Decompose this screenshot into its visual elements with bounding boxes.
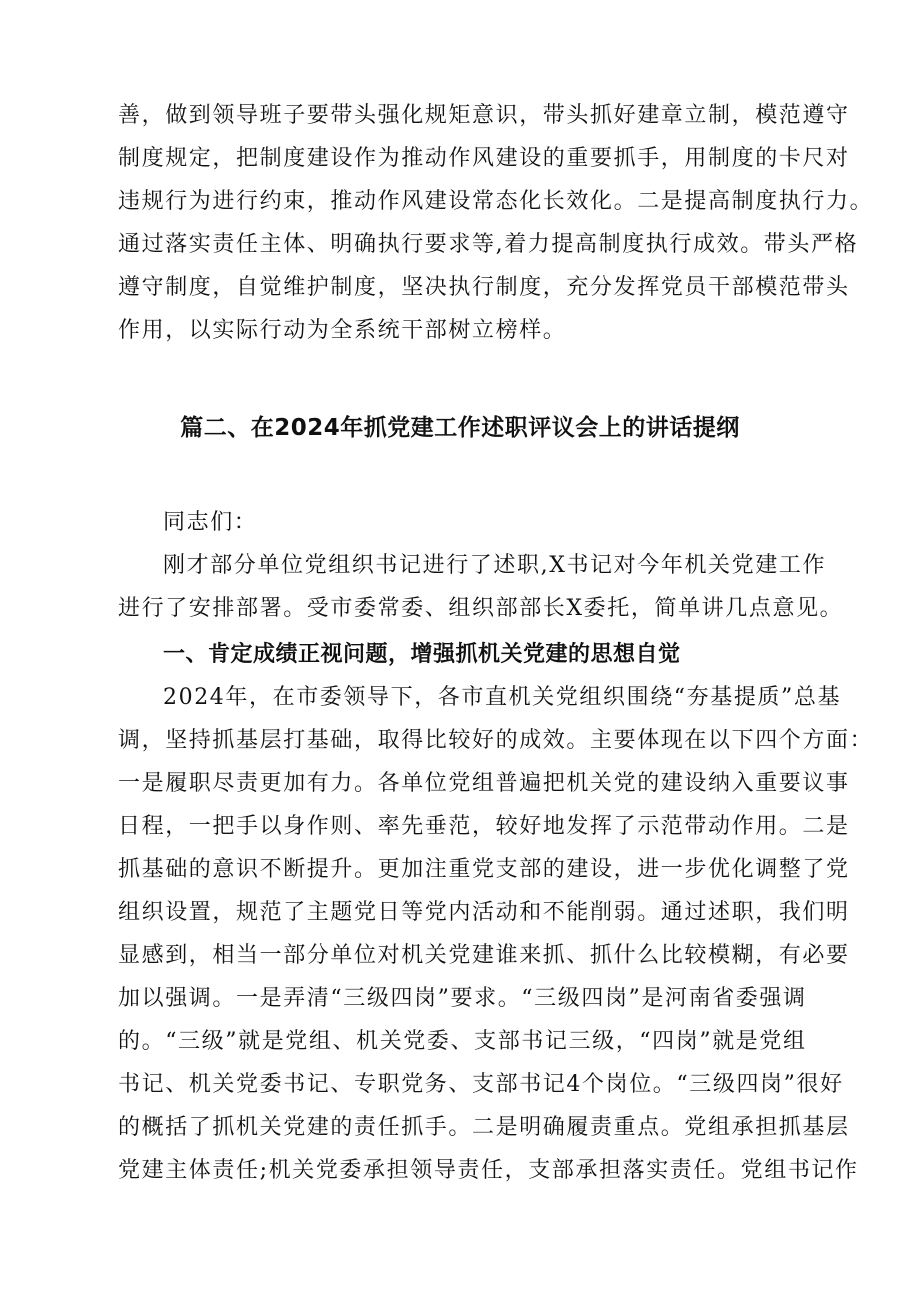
paragraph-line: 通过落实责任主体、明确执行要求等,着力提高制度执行成效。带头严格 [118,232,859,257]
salutation: 同志们： [163,510,258,535]
body-line: 抓基础的意识不断提升。更加注重党支部的建设，进一步优化调整了党 [118,857,850,882]
paragraph-line: 制度规定，把制度建设作为推动作风建设的重要抓手，用制度的卡尺对 [118,146,850,171]
heading-1: 一、肯定成绩正视问题，增强抓机关党建的思想自觉 [163,642,681,667]
section-title: 篇二、在2024年抓党建工作述职评议会上的讲话提纲 [180,415,740,441]
paragraph-line: 违规行为进行约束，推动作风建设常态化长效化。二是提高制度执行力。 [118,189,874,214]
body-line: 显感到，相当一部分单位对机关党建谁来抓、抓什么比较模糊，有必要 [118,943,850,968]
intro-line: 刚才部分单位党组织书记进行了述职,X书记对今年机关党建工作 [163,553,827,578]
body-line: 的概括了抓机关党建的责任抓手。二是明确履责重点。党组承担抓基层 [118,1115,850,1140]
body-line: 加以强调。一是弄清“三级四岗”要求。“三级四岗”是河南省委强调 [118,986,807,1011]
paragraph-line: 善，做到领导班子要带头强化规矩意识，带头抓好建章立制，模范遵守 [118,103,850,128]
body-line: 的。“三级”就是党组、机关党委、支部书记三级，“四岗”就是党组 [118,1029,807,1054]
body-line: 一是履职尽责更加有力。各单位党组普遍把机关党的建设纳入重要议事 [118,771,850,796]
paragraph-line: 作用，以实际行动为全系统干部树立榜样。 [118,318,567,343]
body-line: 日程，一把手以身作则、率先垂范，较好地发挥了示范带动作用。二是 [118,814,850,839]
body-line: 2024年，在市委领导下，各市直机关党组织围绕“夯基提质”总基 [163,685,842,710]
body-line: 党建主体责任;机关党委承担领导责任，支部承担落实责任。党组书记作 [118,1158,859,1183]
body-line: 书记、机关党委书记、专职党务、支部书记4个岗位。“三级四岗”很好 [118,1072,844,1097]
intro-line: 进行了安排部署。受市委常委、组织部部长X委托，简单讲几点意见。 [118,596,844,621]
paragraph-line: 遵守制度，自觉维护制度，坚决执行制度，充分发挥党员干部模范带头 [118,275,850,300]
body-line: 组织设置，规范了主题党日等党内活动和不能削弱。通过述职，我们明 [118,900,850,925]
body-line: 调，坚持抓基层打基础，取得比较好的成效。主要体现在以下四个方面： [118,728,874,753]
